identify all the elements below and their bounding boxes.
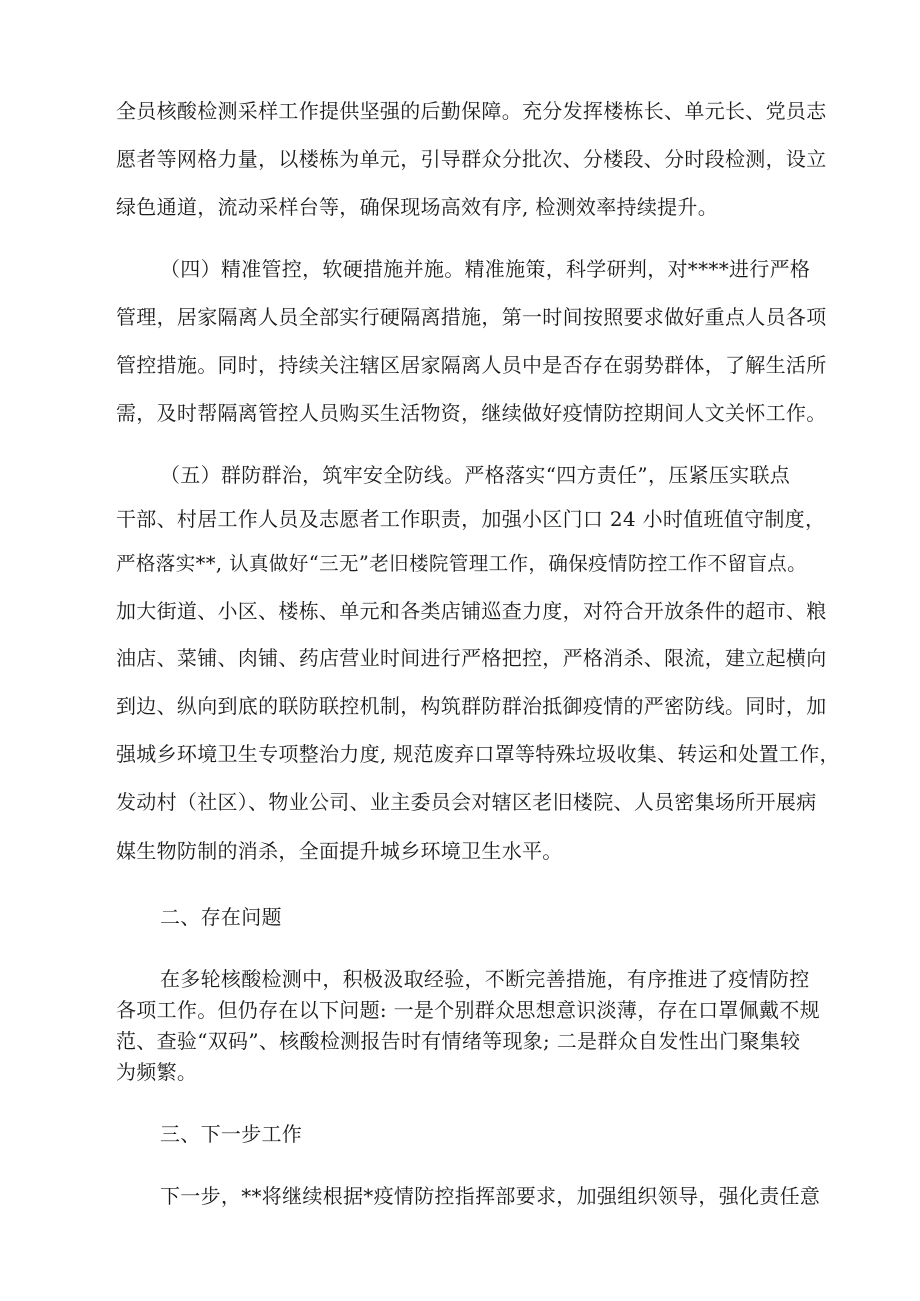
paragraph-line: 全员核酸检测采样工作提供坚强的后勤保障。充分发挥楼栋长、单元长、党员志: [116, 99, 827, 123]
paragraph-line: 需，及时帮隔离管控人员购买生活物资，继续做好疫情防控期间人文关怀工作。: [116, 401, 827, 425]
paragraph-line: 绿色通道，流动采样台等，确保现场高效有序, 检测效率持续提升。: [116, 195, 719, 219]
section-heading-problems: 二、存在问题: [160, 905, 282, 929]
paragraph-line: 范、查验“双码”、核酸检测报告时有情绪等现象; 二是群众自发性出门聚集较: [116, 1029, 801, 1053]
section-heading-next: 三、下一步工作: [160, 1122, 303, 1146]
paragraph-line: 在多轮核酸检测中，积极汲取经验，不断完善措施，有序推进了疫情防控: [160, 967, 810, 991]
paragraph-line: （四）精准管控，软硬措施并施。精准施策，科学研判，对****进行严格: [160, 257, 811, 281]
paragraph-line: 为频繁。: [116, 1060, 198, 1084]
paragraph-line: 各项工作。但仍存在以下问题: 一是个别群众思想意识淡薄，存在口罩佩戴不规: [116, 998, 820, 1022]
paragraph-line: 到边、纵向到底的联防联控机制，构筑群防群治抵御疫情的严密防线。同时，加: [116, 694, 827, 718]
paragraph-line: 管控措施。同时，持续关注辖区居家隔离人员中是否存在弱势群体，了解生活所: [116, 353, 827, 377]
paragraph-line: 媒生物防制的消杀，全面提升城乡环境卫生水平。: [116, 839, 563, 863]
paragraph-line: 严格落实**, 认真做好“三无”老旧楼院管理工作，确保疫情防控工作不留盲点。: [116, 552, 808, 575]
paragraph-line: 下一步，**将继续根据*疫情防控指挥部要求，加强组织领导，强化责任意: [160, 1184, 821, 1208]
paragraph-line: 强城乡环境卫生专项整治力度, 规范废弃口罩等特殊垃圾收集、转运和处置工作，: [116, 742, 840, 766]
paragraph-line: 油店、菜铺、肉铺、药店营业时间进行严格把控，严格消杀、限流，建立起横向: [116, 646, 827, 670]
paragraph-line: 管理，居家隔离人员全部实行硬隔离措施，第一时间按照要求做好重点人员各项: [116, 305, 827, 329]
paragraph-line: 发动村（社区）、物业公司、业主委员会对辖区老旧楼院、人员密集场所开展病: [116, 790, 817, 814]
paragraph-line: （五）群防群治，筑牢安全防线。严格落实“四方责任”，压紧压实联点: [160, 463, 791, 487]
paragraph-line: 愿者等网格力量，以楼栋为单元，引导群众分批次、分楼段、分时段检测，设立: [116, 147, 827, 171]
paragraph-line: 加大街道、小区、楼栋、单元和各类店铺巡查力度，对符合开放条件的超市、粮: [116, 599, 827, 623]
paragraph-line: 干部、村居工作人员及志愿者工作职责，加强小区门口 24 小时值班值守制度，: [116, 507, 826, 531]
